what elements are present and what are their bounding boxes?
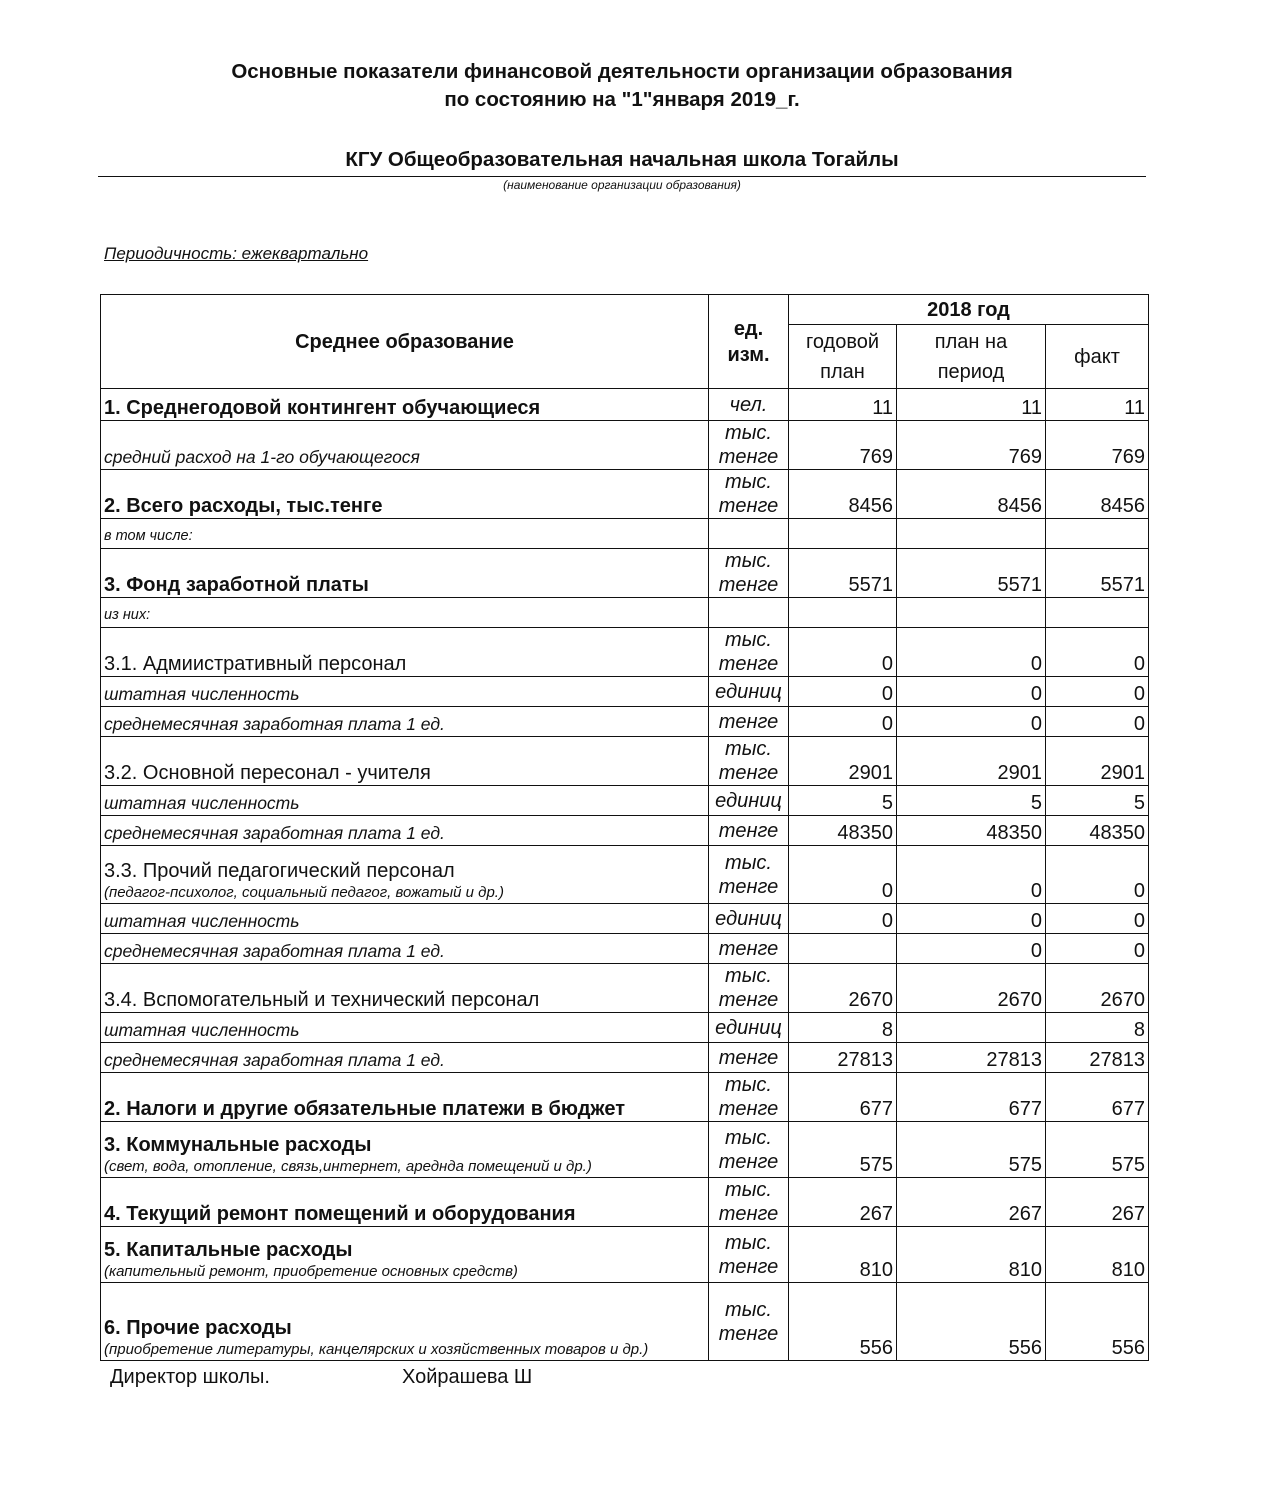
- row-name-text: среднемесячная заработная плата 1 ед.: [104, 714, 445, 734]
- header-period-plan: план на период: [897, 325, 1046, 389]
- value-fact: 5: [1046, 786, 1149, 816]
- row-name: [101, 737, 709, 786]
- row-name: [101, 677, 709, 707]
- value-fact: 0: [1046, 628, 1149, 677]
- value-fact: 0: [1046, 677, 1149, 707]
- row-unit: тенге: [709, 707, 789, 737]
- table-row: [101, 707, 1149, 737]
- value-annual: 0: [789, 677, 897, 707]
- value-annual: 48350: [789, 816, 897, 846]
- row-name-text: среднемесячная заработная плата 1 ед.: [104, 823, 445, 843]
- row-unit: тыс. тенге: [709, 964, 789, 1013]
- report-title: [100, 58, 1144, 114]
- value-fact: 0: [1046, 846, 1149, 904]
- table-row: [101, 598, 1149, 628]
- value-annual: 0: [789, 846, 897, 904]
- row-unit: единиц: [709, 904, 789, 934]
- row-name: [101, 1283, 709, 1361]
- row-name-text: штатная численность: [104, 793, 300, 813]
- table-row: [101, 1013, 1149, 1043]
- value-period: 769: [897, 421, 1046, 470]
- value-annual: 267: [789, 1178, 897, 1227]
- title-line-1: Основные показатели финансовой деятельности организации образования: [231, 60, 1013, 83]
- row-note: (приобретение литературы, канцелярских и хозяйственных товаров и др.): [104, 1341, 649, 1358]
- value-period: 0: [897, 934, 1046, 964]
- row-name: [101, 1043, 709, 1073]
- row-unit: тенге: [709, 934, 789, 964]
- value-fact: 0: [1046, 904, 1149, 934]
- value-annual: 5: [789, 786, 897, 816]
- value-period: [897, 598, 1046, 628]
- value-annual: 810: [789, 1227, 897, 1283]
- table-row: [101, 470, 1149, 519]
- value-annual: 2901: [789, 737, 897, 786]
- row-note: (свет, вода, отопление, связь,интернет, ареднда помещений и др.): [104, 1158, 592, 1175]
- row-unit: тыс. тенге: [709, 1283, 789, 1361]
- value-annual: 575: [789, 1122, 897, 1178]
- table-row: [101, 846, 1149, 904]
- row-name: [101, 786, 709, 816]
- value-period: 677: [897, 1073, 1046, 1122]
- value-fact: [1046, 598, 1149, 628]
- signature-position: Директор школы.: [110, 1366, 270, 1388]
- value-period: [897, 1013, 1046, 1043]
- table-row: [101, 904, 1149, 934]
- header-year: 2018 год: [789, 295, 1149, 325]
- row-name: [101, 1122, 709, 1178]
- value-fact: 8456: [1046, 470, 1149, 519]
- table-row: [101, 786, 1149, 816]
- row-name-text: 2. Налоги и другие обязательные платежи в бюджет: [104, 1098, 625, 1120]
- value-period: [897, 519, 1046, 549]
- value-period: 11: [897, 389, 1046, 421]
- row-name-text: штатная численность: [104, 911, 300, 931]
- value-period: 0: [897, 677, 1046, 707]
- row-name: [101, 470, 709, 519]
- value-fact: 677: [1046, 1073, 1149, 1122]
- row-name-text: 5. Капитальные расходы: [104, 1239, 353, 1261]
- row-unit: тыс. тенге: [709, 846, 789, 904]
- value-period: 267: [897, 1178, 1046, 1227]
- table-row: [101, 737, 1149, 786]
- value-fact: 575: [1046, 1122, 1149, 1178]
- table-row: [101, 934, 1149, 964]
- header-unit: ед. изм.: [709, 295, 789, 389]
- row-name-text: среднемесячная заработная плата 1 ед.: [104, 941, 445, 961]
- row-name: [101, 1227, 709, 1283]
- financial-indicators-table: [100, 294, 1149, 1361]
- row-name-text: средний расход на 1-го обучающегося: [104, 447, 420, 467]
- value-annual: 2670: [789, 964, 897, 1013]
- row-name: [101, 846, 709, 904]
- header-fact: факт: [1046, 325, 1149, 389]
- row-name-text: 1. Среднегодовой контингент обучающиеся: [104, 397, 541, 419]
- value-annual: 5571: [789, 549, 897, 598]
- value-annual: 8: [789, 1013, 897, 1043]
- value-fact: 0: [1046, 934, 1149, 964]
- row-name-text: 4. Текущий ремонт помещений и оборудования: [104, 1203, 576, 1225]
- row-name: [101, 519, 709, 549]
- row-name-text: 2. Всего расходы, тыс.тенге: [104, 495, 383, 517]
- row-name-text: 6. Прочие расходы: [104, 1317, 292, 1339]
- value-annual: 27813: [789, 1043, 897, 1073]
- value-fact: 769: [1046, 421, 1149, 470]
- value-period: 5571: [897, 549, 1046, 598]
- value-fact: 2901: [1046, 737, 1149, 786]
- table-row: [101, 677, 1149, 707]
- value-annual: [789, 598, 897, 628]
- value-fact: 0: [1046, 707, 1149, 737]
- value-period: 8456: [897, 470, 1046, 519]
- row-unit: единиц: [709, 677, 789, 707]
- row-name-text: 3.4. Вспомогательный и технический персонал: [104, 989, 540, 1011]
- value-period: 575: [897, 1122, 1046, 1178]
- value-period: 48350: [897, 816, 1046, 846]
- periodicity-label: Периодичность: ежеквартально: [104, 244, 369, 263]
- row-unit: тыс. тенге: [709, 737, 789, 786]
- row-name: [101, 964, 709, 1013]
- row-unit: чел.: [709, 389, 789, 421]
- row-name-text: 3.1. Адмиистративный персонал: [104, 653, 407, 675]
- row-unit: тыс. тенге: [709, 1073, 789, 1122]
- table-row: [101, 628, 1149, 677]
- row-name: [101, 421, 709, 470]
- value-annual: 556: [789, 1283, 897, 1361]
- table-row: [101, 1073, 1149, 1122]
- row-unit: тыс. тенге: [709, 549, 789, 598]
- signature-person: Хойрашева Ш: [402, 1366, 533, 1388]
- value-period: 810: [897, 1227, 1046, 1283]
- row-name: [101, 1178, 709, 1227]
- row-name: [101, 628, 709, 677]
- table-row: [101, 421, 1149, 470]
- value-period: 0: [897, 628, 1046, 677]
- row-name: [101, 707, 709, 737]
- value-fact: 48350: [1046, 816, 1149, 846]
- row-name-text: 3.2. Основной пересонал - учителя: [104, 762, 431, 784]
- row-unit: [709, 598, 789, 628]
- value-fact: 5571: [1046, 549, 1149, 598]
- header-education: Среднее образование: [101, 295, 709, 389]
- row-unit: тыс. тенге: [709, 421, 789, 470]
- row-unit: тенге: [709, 1043, 789, 1073]
- value-annual: [789, 934, 897, 964]
- row-unit: тыс. тенге: [709, 1122, 789, 1178]
- value-annual: 0: [789, 628, 897, 677]
- table-row: [101, 1283, 1149, 1361]
- row-name-text: в том числе:: [104, 528, 193, 544]
- row-name-text: штатная численность: [104, 1020, 300, 1040]
- table-body: [101, 389, 1149, 1361]
- row-name-text: 3. Коммунальные расходы: [104, 1134, 372, 1156]
- row-name-text: штатная численность: [104, 684, 300, 704]
- row-name: [101, 934, 709, 964]
- row-unit: тыс. тенге: [709, 1227, 789, 1283]
- table-row: [101, 389, 1149, 421]
- organization-name: КГУ Общеобразовательная начальная школа Тогайлы: [345, 148, 899, 171]
- table-row: [101, 519, 1149, 549]
- value-annual: 8456: [789, 470, 897, 519]
- table-row: [101, 1227, 1149, 1283]
- table-row: [101, 816, 1149, 846]
- row-unit: тыс. тенге: [709, 628, 789, 677]
- value-annual: 0: [789, 904, 897, 934]
- row-name: [101, 1013, 709, 1043]
- header-annual-plan: годовой план: [789, 325, 897, 389]
- value-period: 2901: [897, 737, 1046, 786]
- row-note: (педагог-психолог, социальный педагог, вожатый и др.): [104, 884, 504, 901]
- row-name-text: 3. Фонд заработной платы: [104, 574, 369, 596]
- row-name: [101, 816, 709, 846]
- table-row: [101, 549, 1149, 598]
- row-unit: тенге: [709, 816, 789, 846]
- value-annual: 0: [789, 707, 897, 737]
- value-fact: 11: [1046, 389, 1149, 421]
- row-name: [101, 904, 709, 934]
- table-row: [101, 1122, 1149, 1178]
- value-fact: 8: [1046, 1013, 1149, 1043]
- row-name-text: среднемесячная заработная плата 1 ед.: [104, 1050, 445, 1070]
- row-name: [101, 549, 709, 598]
- row-unit: тыс. тенге: [709, 470, 789, 519]
- value-period: 2670: [897, 964, 1046, 1013]
- value-annual: 11: [789, 389, 897, 421]
- value-annual: 677: [789, 1073, 897, 1122]
- title-line-2: по состоянию на "1"января 2019_г.: [444, 88, 800, 111]
- value-period: 0: [897, 904, 1046, 934]
- organization-caption: (наименование организации образования): [503, 178, 741, 192]
- row-note: (капительный ремонт, приобретение основных средств): [104, 1263, 518, 1280]
- value-period: 556: [897, 1283, 1046, 1361]
- organization-underline: [98, 176, 1146, 177]
- row-name: [101, 389, 709, 421]
- value-annual: [789, 519, 897, 549]
- value-period: 5: [897, 786, 1046, 816]
- row-name: [101, 598, 709, 628]
- row-name: [101, 1073, 709, 1122]
- row-unit: единиц: [709, 1013, 789, 1043]
- row-name-text: 3.3. Прочий педагогический персонал: [104, 860, 455, 882]
- table-row: [101, 1178, 1149, 1227]
- value-fact: 2670: [1046, 964, 1149, 1013]
- value-fact: 556: [1046, 1283, 1149, 1361]
- value-fact: 810: [1046, 1227, 1149, 1283]
- table-row: [101, 964, 1149, 1013]
- value-period: 0: [897, 846, 1046, 904]
- value-period: 0: [897, 707, 1046, 737]
- value-fact: 267: [1046, 1178, 1149, 1227]
- row-unit: [709, 519, 789, 549]
- value-fact: 27813: [1046, 1043, 1149, 1073]
- row-unit: единиц: [709, 786, 789, 816]
- value-period: 27813: [897, 1043, 1046, 1073]
- row-unit: тыс. тенге: [709, 1178, 789, 1227]
- row-name-text: из них:: [104, 607, 151, 623]
- value-fact: [1046, 519, 1149, 549]
- value-annual: 769: [789, 421, 897, 470]
- table-row: [101, 1043, 1149, 1073]
